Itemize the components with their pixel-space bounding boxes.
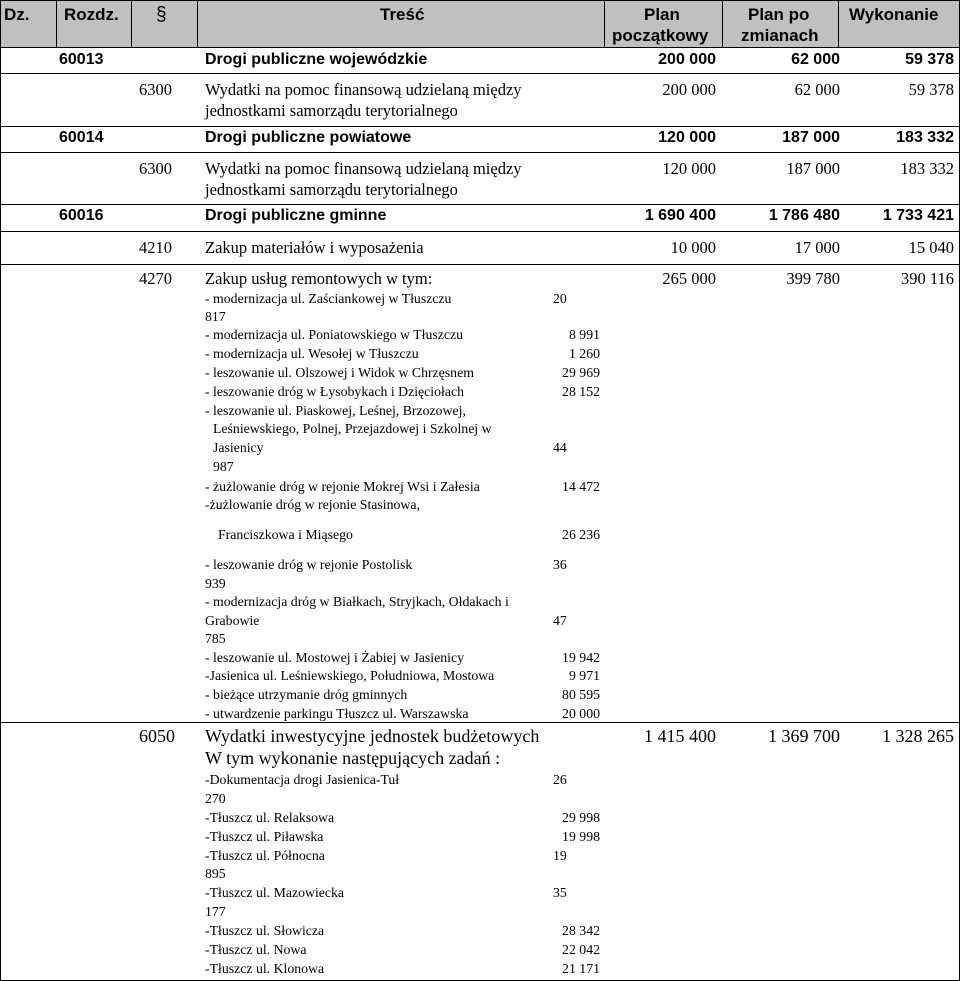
detail-text: 987	[213, 459, 234, 474]
detail-text: - modernizacja ul. Poniatowskiego w Tłuszczu	[205, 327, 463, 342]
rule	[838, 0, 839, 47]
row-6050-exec: 1 328 265	[882, 726, 954, 746]
row-60016-plan: 1 690 400	[644, 207, 716, 224]
detail-text: 895	[205, 866, 226, 881]
row-4210-exec: 15 040	[908, 238, 954, 257]
detail-text: 177	[205, 904, 226, 919]
row-4210-plan: 10 000	[670, 238, 716, 257]
detail-text: -Tłuszcz ul. Słowicza	[205, 923, 325, 938]
rule	[0, 126, 960, 127]
detail-text: Grabowie	[205, 613, 260, 628]
detail-text: - modernizacja ul. Zaściankowej w Tłuszczu	[205, 291, 452, 306]
header-paragraph: §	[156, 4, 167, 25]
row-4270-plan: 265 000	[662, 269, 716, 288]
rule	[56, 0, 57, 47]
row-6300b-name-l2: jednostkami samorządu terytorialnego	[205, 180, 458, 199]
row-4270-exec: 390 116	[900, 269, 954, 288]
detail-amount: 20	[553, 291, 567, 306]
detail-amount: 1 260	[568, 346, 600, 361]
row-6300b-code: 6300	[139, 159, 172, 178]
rule	[0, 0, 1, 981]
detail-amount: 29 998	[562, 810, 600, 825]
detail-amount: 22 042	[562, 942, 600, 957]
detail-amount: 19 998	[562, 829, 600, 844]
row-60014-plan: 120 000	[658, 129, 716, 146]
header-wykonanie: Wykonanie	[849, 5, 939, 24]
row-6300b-exec: 183 332	[900, 159, 954, 178]
row-6050-name: Wydatki inwestycyjne jednostek budżetowych	[205, 726, 540, 746]
row-6050-plan: 1 415 400	[644, 726, 716, 746]
header-tresc: Treść	[380, 5, 425, 24]
rule	[131, 0, 132, 47]
rule	[0, 264, 960, 265]
detail-text: Jasienicy	[213, 440, 264, 455]
detail-text: -Tłuszcz ul. Północna	[205, 848, 325, 863]
row-6300a-exec: 59 378	[908, 80, 954, 99]
row-60014-code: 60014	[59, 129, 104, 146]
row-4210-code: 4210	[139, 238, 172, 257]
row-60013-exec: 59 378	[905, 51, 954, 68]
detail-amount: 36	[553, 557, 567, 572]
detail-text: - bieżące utrzymanie dróg gminnych	[205, 687, 408, 702]
detail-text: - modernizacja ul. Wesołej w Tłuszczu	[205, 346, 419, 361]
detail-amount: 19	[553, 848, 567, 863]
row-60016-exec: 1 733 421	[882, 207, 954, 224]
rule	[0, 152, 960, 153]
detail-text: - leszowanie dróg w rejonie Postolisk	[205, 557, 413, 572]
rule	[722, 0, 723, 47]
row-60016-after: 1 786 480	[768, 207, 840, 224]
row-4270-name: Zakup usług remontowych w tym:	[205, 269, 433, 288]
detail-amount: 28 342	[562, 923, 600, 938]
detail-amount: 35	[553, 885, 567, 900]
rule	[0, 73, 960, 74]
detail-text: -Jasienica ul. Leśniewskiego, Południowa, Mostowa	[205, 668, 495, 683]
row-6300b-after: 187 000	[786, 159, 840, 178]
detail-text: 785	[205, 631, 226, 646]
row-60016-code: 60016	[59, 207, 104, 224]
row-6050-after: 1 369 700	[768, 726, 840, 746]
rule	[0, 231, 960, 232]
detail-text: -Tłuszcz ul. Nowa	[205, 942, 307, 957]
detail-amount: 9 971	[568, 668, 600, 683]
row-6050-sub: W tym wykonanie następujących zadań :	[205, 748, 501, 768]
detail-amount: 26	[553, 772, 567, 787]
rule	[0, 204, 960, 205]
row-6300a-code: 6300	[139, 80, 172, 99]
row-60013-name: Drogi publiczne wojewódzkie	[205, 51, 428, 68]
detail-amount: 29 969	[562, 365, 600, 380]
rule	[0, 0, 960, 1]
detail-text: -żużlowanie dróg w rejonie Stasinowa,	[205, 497, 420, 512]
detail-text: 817	[205, 309, 226, 324]
row-6300b-name-l1: Wydatki na pomoc finansową udzielaną między	[205, 159, 522, 178]
header-dz: Dz.	[4, 5, 30, 24]
row-60013-after: 62 000	[791, 51, 840, 68]
rule	[197, 0, 198, 47]
detail-amount: 21 171	[562, 961, 600, 976]
row-6050-code: 6050	[139, 726, 175, 746]
detail-amount: 47	[553, 613, 567, 628]
row-60014-after: 187 000	[782, 129, 840, 146]
row-6300b-plan: 120 000	[662, 159, 716, 178]
detail-text: - leszowanie ul. Mostowej i Żabiej w Jasienicy	[205, 650, 465, 665]
header-plan-l1: Plan	[644, 5, 680, 24]
detail-amount: 14 472	[562, 479, 600, 494]
detail-amount: 19 942	[562, 650, 600, 665]
row-4270-after: 399 780	[786, 269, 840, 288]
header-planpo-l2: zmianach	[741, 26, 819, 45]
detail-text: -Tłuszcz ul. Relaksowa	[205, 810, 335, 825]
header-plan-l2: początkowy	[612, 26, 709, 45]
row-4210-name: Zakup materiałów i wyposażenia	[205, 238, 424, 257]
row-60014-name: Drogi publiczne powiatowe	[205, 129, 412, 146]
detail-amount: 80 595	[562, 687, 600, 702]
detail-text: 939	[205, 576, 226, 591]
detail-text: - modernizacja dróg w Białkach, Stryjkach, Ołdakach i	[205, 594, 509, 609]
row-6300a-plan: 200 000	[662, 80, 716, 99]
detail-amount: 20 000	[562, 706, 600, 721]
detail-amount: 26 236	[562, 527, 600, 542]
row-4210-after: 17 000	[794, 238, 840, 257]
row-6300a-after: 62 000	[794, 80, 840, 99]
detail-amount: 8 991	[568, 327, 600, 342]
detail-text: -Dokumentacja drogi Jasienica-Tuł	[205, 772, 400, 787]
detail-text: - leszowanie dróg w Łysobykach i Dzięciołach	[205, 384, 464, 399]
detail-text: Leśniewskiego, Polnej, Przejazdowej i Szkolnej w	[213, 421, 492, 436]
row-60016-name: Drogi publiczne gminne	[205, 207, 387, 224]
detail-amount: 44	[553, 440, 567, 455]
row-6300a-name-l1: Wydatki na pomoc finansową udzielaną między	[205, 80, 522, 99]
row-6300a-name-l2: jednostkami samorządu terytorialnego	[205, 101, 458, 120]
detail-text: - leszowanie ul. Piaskowej, Leśnej, Brzozowej,	[205, 403, 466, 418]
row-60013-code: 60013	[59, 51, 104, 68]
detail-text: -Tłuszcz ul. Klonowa	[205, 961, 325, 976]
rule	[0, 722, 960, 723]
header-planpo-l1: Plan po	[748, 5, 810, 24]
detail-text: -Tłuszcz ul. Piławska	[205, 829, 324, 844]
row-4270-code: 4270	[139, 269, 172, 288]
detail-text: - utwardzenie parkingu Tłuszcz ul. Warszawska	[205, 706, 469, 721]
rule	[604, 0, 605, 47]
detail-text: -Tłuszcz ul. Mazowiecka	[205, 885, 345, 900]
detail-text: - leszowanie ul. Olszowej i Widok w Chrzęsnem	[205, 365, 474, 380]
detail-amount: 28 152	[562, 384, 600, 399]
row-60014-exec: 183 332	[896, 129, 954, 146]
detail-text: Franciszkowa i Miąsego	[218, 527, 353, 542]
detail-text: - żużlowanie dróg w rejonie Mokrej Wsi i Załesia	[205, 479, 480, 494]
header-rozdz: Rozdz.	[64, 5, 119, 24]
rule	[0, 47, 960, 48]
detail-text: 270	[205, 791, 226, 806]
row-60013-plan: 200 000	[658, 51, 716, 68]
